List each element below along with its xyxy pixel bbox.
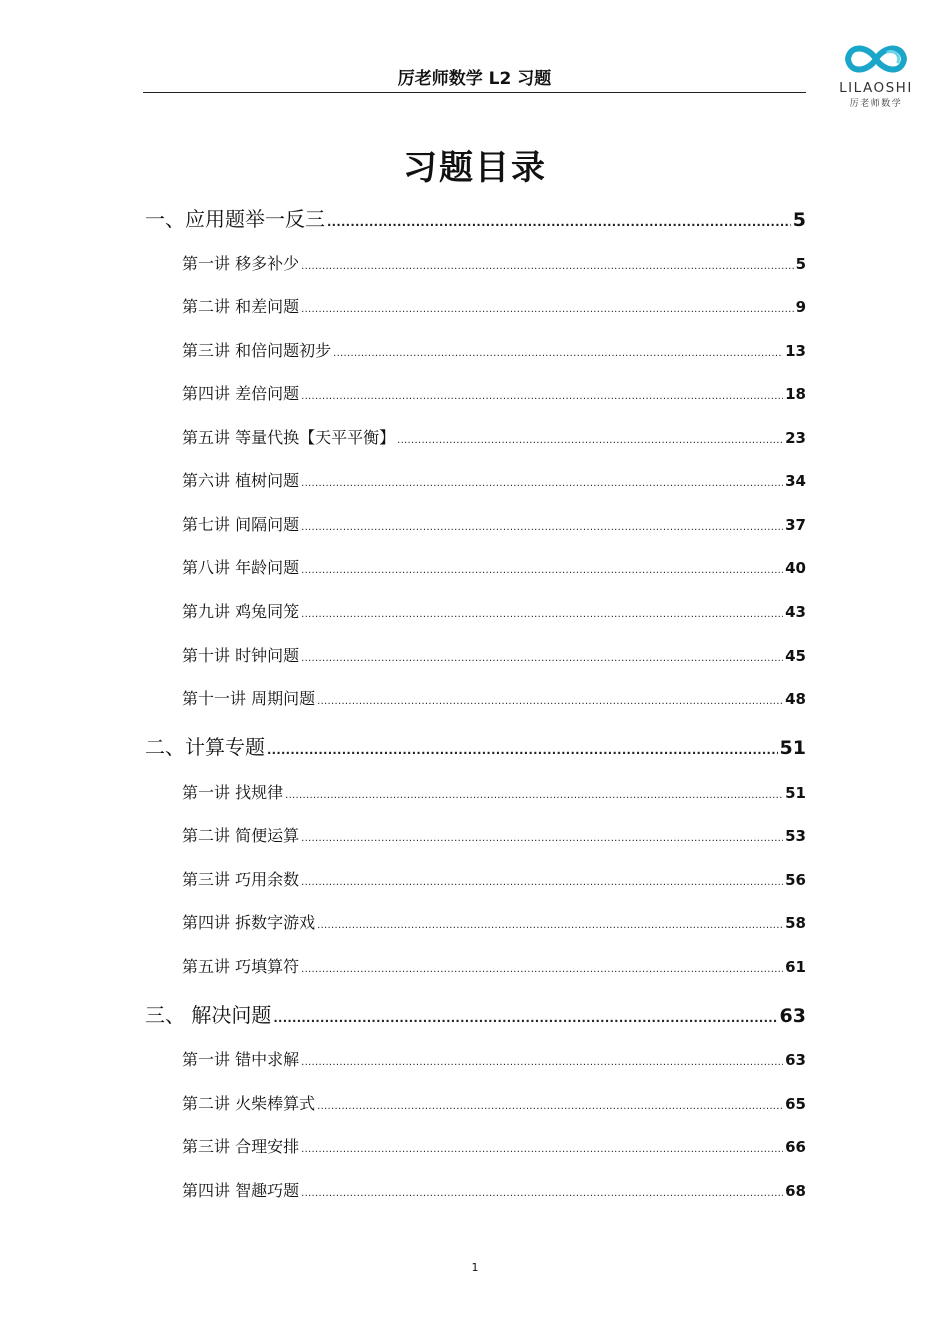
- page-title: 习题目录: [403, 148, 547, 188]
- toc-section-page: 51: [779, 737, 806, 759]
- toc-lecture-page: 68: [785, 1182, 806, 1200]
- toc-lecture-label: 第二讲 简便运算: [182, 826, 300, 845]
- toc-lecture-label: 第十一讲 周期问题: [182, 689, 316, 708]
- header-divider: [143, 92, 806, 93]
- toc-lecture[interactable]: [182, 512, 806, 535]
- toc-lecture[interactable]: [182, 780, 806, 803]
- toc-lecture-page: 45: [785, 647, 806, 665]
- toc-leader-dots: [301, 478, 783, 489]
- toc-section-page: 63: [779, 1005, 806, 1027]
- toc-lecture[interactable]: [182, 910, 806, 933]
- toc-lecture-page: 13: [785, 342, 806, 360]
- logo-text: LILAOSHI: [839, 80, 913, 96]
- toc-lecture[interactable]: [182, 1134, 806, 1157]
- toc-lecture-label: 第一讲 找规律: [182, 783, 284, 802]
- toc-lecture[interactable]: [182, 468, 806, 491]
- toc-lecture-label: 第七讲 间隔问题: [182, 515, 300, 534]
- toc-lecture-page: 40: [785, 559, 806, 577]
- toc-leader-dots: [273, 1011, 777, 1025]
- toc-lecture-page: 58: [785, 914, 806, 932]
- toc-section[interactable]: [145, 731, 806, 760]
- toc-lecture-label: 第二讲 和差问题: [182, 297, 300, 316]
- toc-lecture-label: 第二讲 火柴棒算式: [182, 1094, 316, 1113]
- header-title: 厉老师数学 L2 习题: [397, 69, 552, 89]
- toc-lecture-page: 43: [785, 603, 806, 621]
- toc-lecture-page: 34: [785, 472, 806, 490]
- toc-leader-dots: [301, 1144, 783, 1155]
- toc-lecture[interactable]: [182, 867, 806, 890]
- toc-lecture-label: 第十讲 时钟问题: [182, 646, 300, 665]
- toc-leader-dots: [267, 743, 778, 757]
- toc-leader-dots: [301, 833, 783, 844]
- toc-leader-dots: [301, 877, 783, 888]
- toc-lecture[interactable]: [182, 643, 806, 666]
- toc-leader-dots: [317, 920, 783, 931]
- toc-lecture[interactable]: [182, 294, 806, 317]
- page-number: 1: [471, 1261, 479, 1274]
- toc-lecture-page: 37: [785, 516, 806, 534]
- toc-lecture-label: 第三讲 和倍问题初步: [182, 341, 332, 360]
- toc-lecture[interactable]: [182, 251, 806, 274]
- toc-lecture-label: 第三讲 合理安排: [182, 1137, 300, 1156]
- toc-leader-dots: [301, 964, 783, 975]
- toc-lecture-page: 61: [785, 958, 806, 976]
- toc-lecture-label: 第三讲 巧用余数: [182, 870, 300, 889]
- toc-section-label: 二、计算专题: [145, 735, 265, 759]
- toc-lecture[interactable]: [182, 599, 806, 622]
- toc-leader-dots: [301, 609, 783, 620]
- toc-lecture-label: 第四讲 拆数字游戏: [182, 913, 316, 932]
- toc-lecture-label: 第五讲 等量代换【天平平衡】: [182, 428, 396, 447]
- toc-lecture-page: 63: [785, 1051, 806, 1069]
- toc-leader-dots: [301, 391, 783, 402]
- toc-lecture-page: 9: [795, 298, 806, 316]
- toc-lecture-label: 第八讲 年龄问题: [182, 558, 300, 577]
- toc-lecture-page: 53: [785, 827, 806, 845]
- toc-lecture-label: 第五讲 巧填算符: [182, 957, 300, 976]
- toc-leader-dots: [301, 1188, 783, 1199]
- logo: [828, 40, 924, 112]
- toc-leader-dots: [301, 653, 783, 664]
- toc-lecture-label: 第一讲 错中求解: [182, 1050, 300, 1069]
- toc-section-page: 5: [792, 209, 806, 231]
- toc-leader-dots: [301, 261, 793, 272]
- toc-lecture-page: 5: [795, 255, 806, 273]
- toc-lecture-page: 51: [785, 784, 806, 802]
- toc-lecture-label: 第六讲 植树问题: [182, 471, 300, 490]
- infinity-logo-icon: [842, 40, 910, 78]
- toc-lecture-label: 第九讲 鸡兔同笼: [182, 602, 300, 621]
- toc-lecture-label: 第一讲 移多补少: [182, 254, 300, 273]
- toc-section-label: 一、应用题举一反三: [145, 207, 325, 231]
- toc-lecture[interactable]: [182, 555, 806, 578]
- toc-lecture-page: 66: [785, 1138, 806, 1156]
- toc-lecture-label: 第四讲 智趣巧题: [182, 1181, 300, 1200]
- toc-lecture[interactable]: [182, 1047, 806, 1070]
- toc-leader-dots: [285, 790, 783, 801]
- toc-lecture-page: 65: [785, 1095, 806, 1113]
- toc-section[interactable]: [145, 203, 806, 232]
- toc-lecture[interactable]: [182, 686, 806, 709]
- toc-leader-dots: [397, 435, 783, 446]
- toc-lecture[interactable]: [182, 1091, 806, 1114]
- toc-lecture[interactable]: [182, 1178, 806, 1201]
- toc-section-label: 三、 解决问题: [145, 1003, 272, 1027]
- toc-lecture-page: 56: [785, 871, 806, 889]
- toc-lecture[interactable]: [182, 425, 806, 448]
- toc-leader-dots: [317, 696, 783, 707]
- toc-lecture[interactable]: [182, 338, 806, 361]
- toc-leader-dots: [333, 348, 783, 359]
- toc-leader-dots: [301, 1057, 783, 1068]
- toc-lecture-label: 第四讲 差倍问题: [182, 384, 300, 403]
- toc-lecture-page: 48: [785, 690, 806, 708]
- toc-leader-dots: [317, 1101, 783, 1112]
- toc-leader-dots: [301, 565, 783, 576]
- toc-leader-dots: [327, 215, 791, 229]
- toc-lecture-page: 23: [785, 429, 806, 447]
- toc-leader-dots: [301, 304, 793, 315]
- toc-lecture-page: 18: [785, 385, 806, 403]
- toc-leader-dots: [301, 522, 783, 533]
- toc-lecture[interactable]: [182, 823, 806, 846]
- toc-lecture[interactable]: [182, 381, 806, 404]
- toc-section[interactable]: [145, 999, 806, 1028]
- logo-subtitle: 厉老师数学: [849, 99, 903, 109]
- toc-lecture[interactable]: [182, 954, 806, 977]
